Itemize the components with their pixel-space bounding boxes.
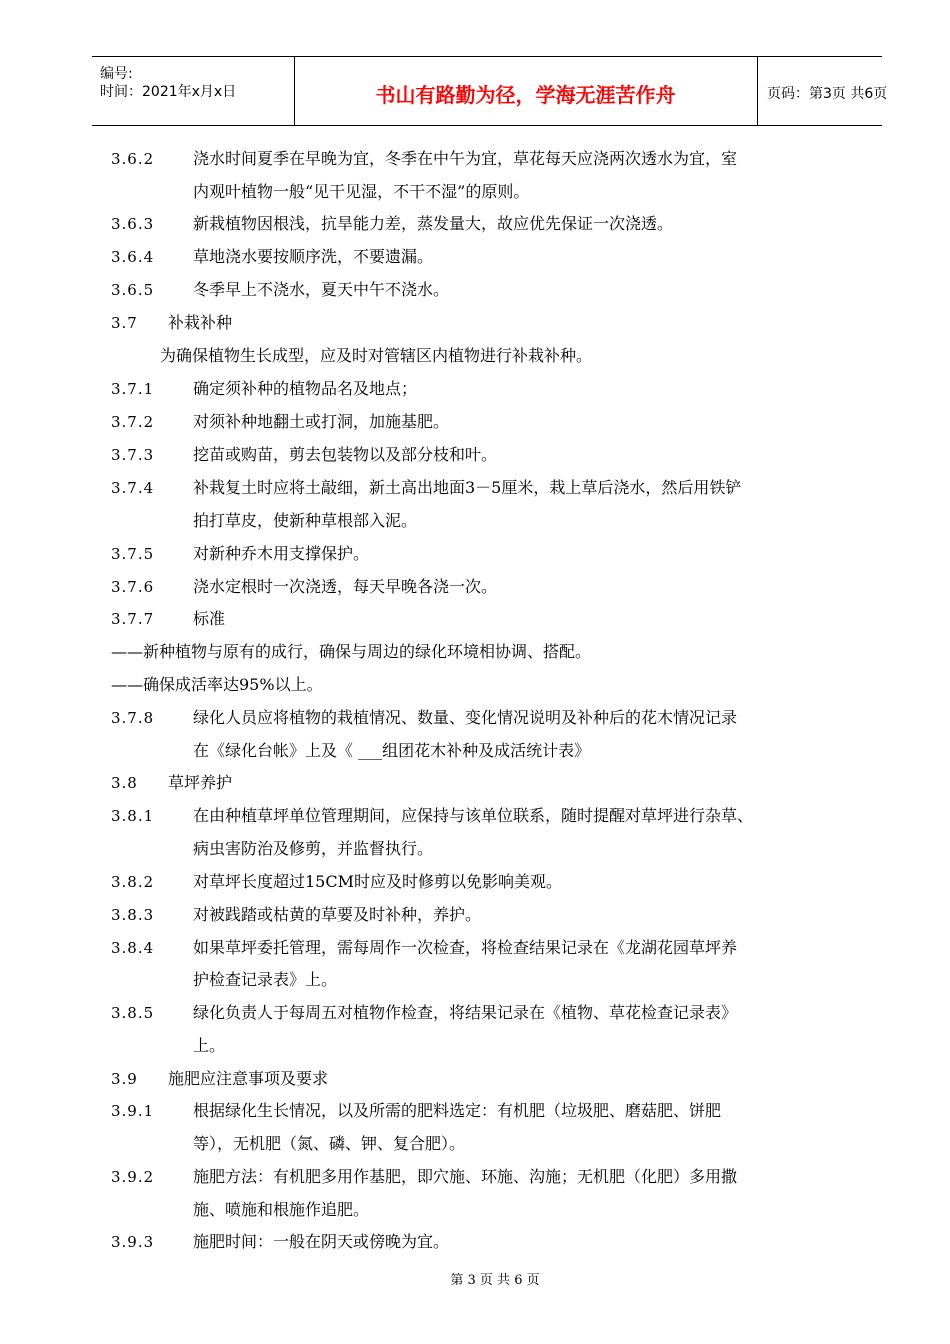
line-row <box>0 247 950 267</box>
line-row <box>0 412 950 432</box>
line-row <box>0 773 950 793</box>
line-text: 确定须补种的植物品名及地点； <box>193 379 418 398</box>
line-row <box>0 675 950 695</box>
line-row <box>0 1232 950 1252</box>
section-heading: 施肥应注意事项及要求 <box>168 1069 329 1088</box>
line-text: 挖苗或购苗，剪去包装物以及部分枝和叶。 <box>193 445 498 464</box>
section-number: 3.8.5 <box>111 1004 155 1022</box>
line-row <box>0 708 950 728</box>
section-heading: 补栽补种 <box>168 313 233 332</box>
line-row <box>0 1036 950 1056</box>
section-number: 3.8 <box>111 774 138 792</box>
line-text: 补栽复土时应将土敲细，新土高出地面3－5厘米，栽上草后浇水，然后用铁铲 <box>193 478 742 497</box>
line-text: 根据绿化生长情况，以及所需的肥料选定：有机肥（垃圾肥、磨菇肥、饼肥 <box>193 1101 722 1120</box>
line-text: 冬季早上不浇水，夏天中午不浇水。 <box>193 280 450 299</box>
line-text: 拍打草皮，使新种草根部入泥。 <box>193 511 418 530</box>
section-number: 3.7 <box>111 314 138 332</box>
number-label: 编号: <box>100 66 133 82</box>
line-text: 施肥方法：有机肥多用作基肥，即穴施、环施、沟施；无机肥（化肥）多用撒 <box>193 1167 738 1186</box>
line-text: 护检查记录表》上。 <box>193 970 338 989</box>
section-number: 3.8.1 <box>111 807 155 825</box>
line-text: 为确保植物生长成型，应及时对管辖区内植物进行补栽补种。 <box>160 346 593 365</box>
section-number: 3.9.1 <box>111 1102 155 1120</box>
section-number: 3.8.3 <box>111 906 155 924</box>
line-text: 新栽植物因根浅，抗旱能力差，蒸发量大，故应优先保证一次浇透。 <box>193 214 674 233</box>
section-number: 3.7.1 <box>111 380 155 398</box>
line-row <box>0 511 950 531</box>
line-row <box>0 379 950 399</box>
section-number: 3.6.5 <box>111 281 155 299</box>
line-row <box>0 609 950 629</box>
line-text: 内观叶植物一般“见干见湿，不干不湿”的原则。 <box>193 182 530 201</box>
line-row <box>0 577 950 597</box>
line-text: 浇水定根时一次浇透，每天早晚各浇一次。 <box>193 577 498 596</box>
section-heading: 草坪养护 <box>168 773 233 792</box>
line-row <box>0 642 950 662</box>
line-row <box>0 149 950 169</box>
section-number: 3.7.4 <box>111 479 155 497</box>
line-row <box>0 544 950 564</box>
page-label: 页码：第3页 共6页 <box>767 86 888 102</box>
section-number: 3.8.2 <box>111 873 155 891</box>
line-text: 浇水时间夏季在早晚为宜，冬季在中午为宜，草花每天应浇两次透水为宜，室 <box>193 149 738 168</box>
line-text: ——新种植物与原有的成行，确保与周边的绿化环境相协调、搭配。 <box>111 642 592 661</box>
line-text: 施肥时间：一般在阴天或傍晚为宜。 <box>193 1232 450 1251</box>
section-number: 3.9.3 <box>111 1233 155 1251</box>
line-row <box>0 182 950 202</box>
line-text: 在由种植草坪单位管理期间，应保持与该单位联系，随时提醒对草坪进行杂草、 <box>193 806 754 825</box>
section-number: 3.6.3 <box>111 215 155 233</box>
line-text: 绿化负责人于每周五对植物作检查，将结果记录在《植物、草花检查记录表》 <box>193 1003 738 1022</box>
line-row <box>0 938 950 958</box>
page-header <box>92 56 888 126</box>
line-row <box>0 970 950 990</box>
line-row <box>0 905 950 925</box>
line-text: ——确保成活率达95%以上。 <box>111 675 323 694</box>
line-text: 对新种乔木用支撑保护。 <box>193 544 370 563</box>
footer-page-number: 第 3 页 共 6 页 <box>450 1273 540 1288</box>
section-number: 3.7.2 <box>111 413 155 431</box>
section-number: 3.9.2 <box>111 1168 155 1186</box>
line-row <box>0 1069 950 1089</box>
line-row <box>0 280 950 300</box>
line-row <box>0 1003 950 1023</box>
section-number: 3.7.3 <box>111 446 155 464</box>
time-label: 时间：2021年x月x日 <box>100 84 237 100</box>
section-number: 3.9 <box>111 1070 138 1088</box>
line-row <box>0 741 950 761</box>
header-left-cell <box>92 57 295 125</box>
line-row <box>0 839 950 859</box>
line-text: 绿化人员应将植物的栽植情况、数量、变化情况说明及补种后的花木情况记录 <box>193 708 738 727</box>
section-number: 3.6.2 <box>111 150 155 168</box>
page-footer <box>0 1269 950 1288</box>
line-text: 对被践踏或枯黄的草要及时补种，养护。 <box>193 905 482 924</box>
header-right-cell <box>757 57 888 125</box>
header-middle-cell <box>294 57 758 125</box>
line-text: 标准 <box>193 609 226 628</box>
section-number: 3.7.7 <box>111 610 155 628</box>
line-text: 上。 <box>193 1036 226 1055</box>
line-text: 病虫害防治及修剪，并监督执行。 <box>193 839 434 858</box>
line-row <box>0 346 950 366</box>
line-text: 如果草坪委托管理，需每周作一次检查，将检查结果记录在《龙湖花园草坪养 <box>193 938 738 957</box>
line-text: 在《绿化台帐》上及《 ___组团花木补种及成活统计表》 <box>193 741 591 760</box>
line-text: 等），无机肥（氮、磷、钾、复合肥）。 <box>193 1134 466 1153</box>
line-row <box>0 214 950 234</box>
line-row <box>0 445 950 465</box>
line-row <box>0 313 950 333</box>
section-number: 3.6.4 <box>111 248 155 266</box>
header-motto: 书山有路勤为径，学海无涯苦作舟 <box>375 83 676 107</box>
line-row <box>0 1200 950 1220</box>
line-row <box>0 872 950 892</box>
line-row <box>0 1134 950 1154</box>
line-row <box>0 806 950 826</box>
line-text: 对草坪长度超过15CM时应及时修剪以免影响美观。 <box>193 872 562 891</box>
section-number: 3.7.6 <box>111 578 155 596</box>
line-text: 对须补种地翻土或打洞，加施基肥。 <box>193 412 450 431</box>
section-number: 3.7.8 <box>111 709 155 727</box>
line-row <box>0 1167 950 1187</box>
line-text: 草地浇水要按顺序洗，不要遗漏。 <box>193 247 434 266</box>
section-number: 3.7.5 <box>111 545 155 563</box>
line-row <box>0 478 950 498</box>
section-number: 3.8.4 <box>111 939 155 957</box>
line-text: 施、喷施和根施作追肥。 <box>193 1200 370 1219</box>
line-row <box>0 1101 950 1121</box>
